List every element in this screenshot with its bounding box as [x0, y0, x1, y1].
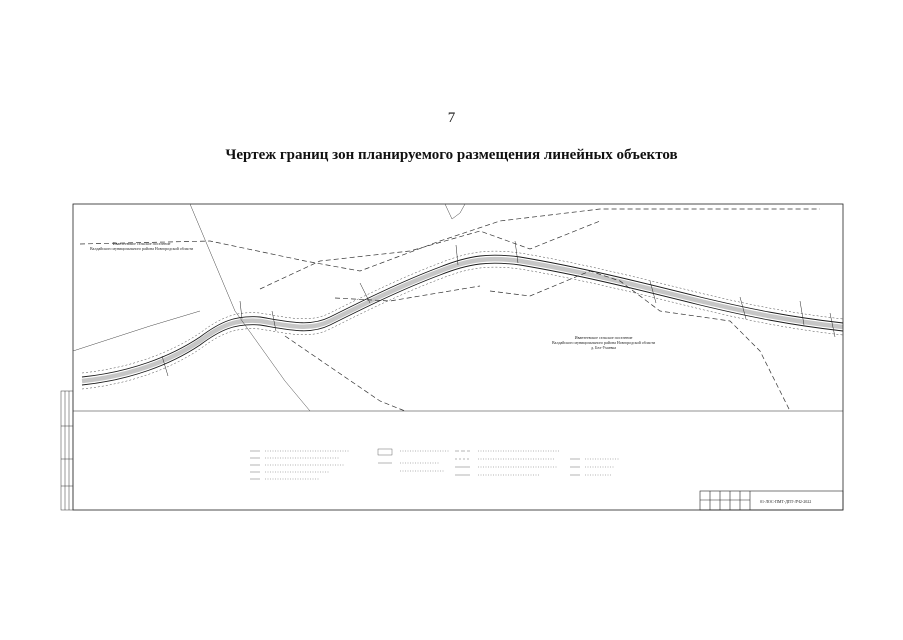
margin-stamp [61, 391, 73, 510]
drawing-sheet [60, 201, 846, 511]
thin-boundaries [73, 204, 465, 411]
area-label-north: Ивантеевское сельское поселение Валдайского муниципального района Новгородской области [90, 241, 194, 251]
area-label-south: Ивантеевское сельское поселение Валдайского муниципального района Новгородской области д. Бел-Ухаевка [552, 335, 656, 350]
zone-boundaries [80, 209, 820, 411]
stamp-code: 01-ЛОС-ПМТ-ДПТ-ЛЧ2-2022 [760, 499, 812, 504]
page-number: 7 [447, 110, 456, 126]
legend-block [250, 449, 620, 479]
page-title: Чертеж границ зон планируемого размещения линейных объектов [225, 147, 678, 163]
road-corridor [82, 251, 843, 389]
